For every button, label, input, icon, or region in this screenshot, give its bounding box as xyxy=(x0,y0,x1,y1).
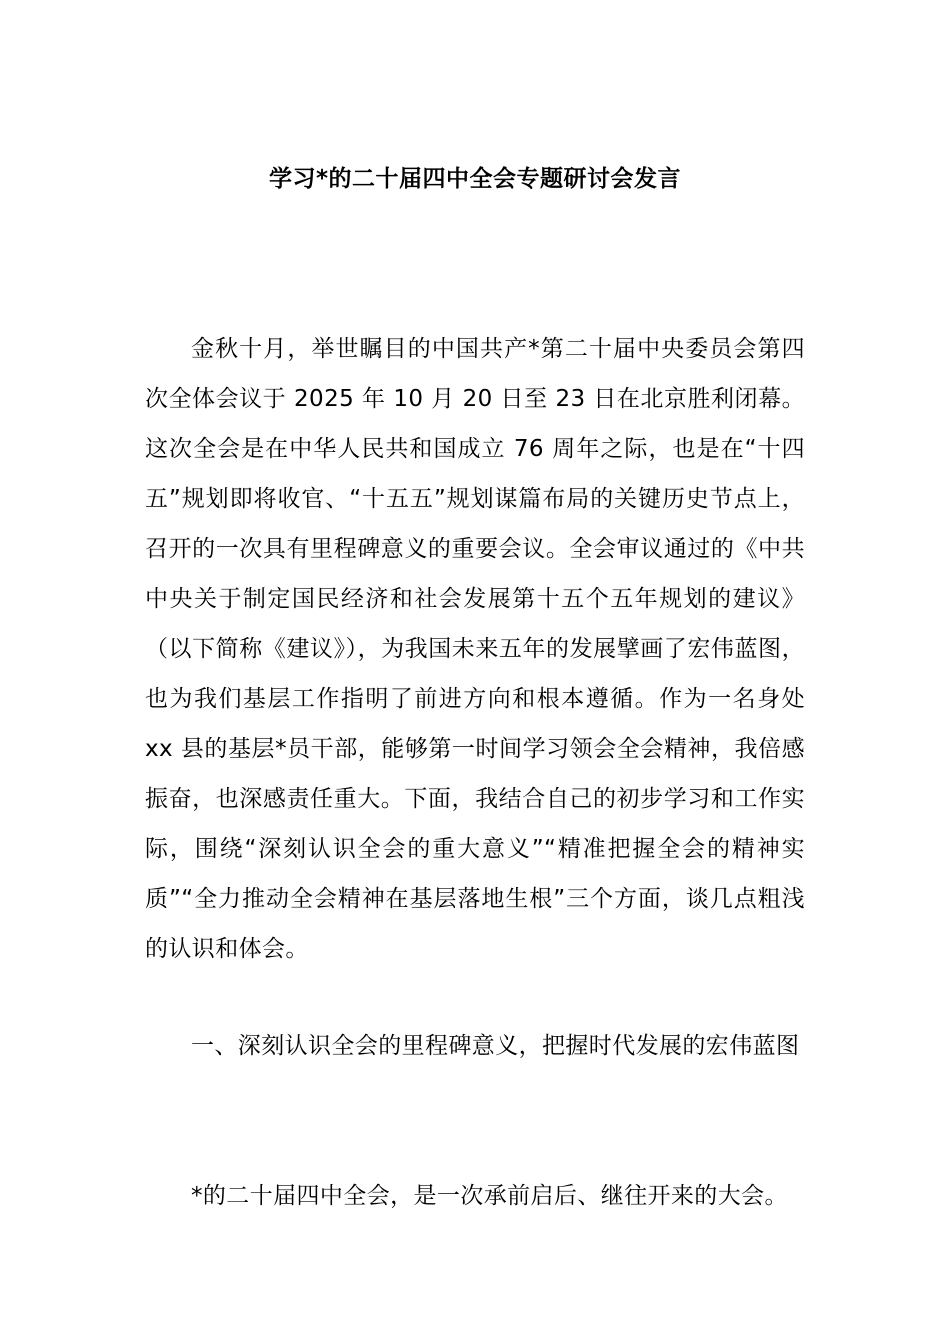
paragraph-intro: 金秋十月，举世瞩目的中国共产*第二十届中央委员会第四次全体会议于 2025 年 10 月 20 日至 23 日在北京胜利闭幕。这次全会是在中华人民共和国成立 76 周年之际，也是在“十四五”规划即将收官、“十五五”规划谋篇布局的关键历史节点上，召开的一次具有里程碑意义的重要会议。全会审议通过的《中共中央关于制定国民经济和社会发展第十五个五年规划的建议》（以下简称《建议》），为我国未来五年的发展擘画了宏伟蓝图，也为我们基层工作指明了前进方向和根本遵循。作为一名身处 xx 县的基层*员干部，能够第一时间学习领会全会精神，我倍感振奋，也深感责任重大。下面，我结合自己的初步学习和工作实际，围绕“深刻认识全会的重大意义”“精准把握全会的精神实质”“全力推动全会精神在基层落地生根”三个方面，谈几点粗浅的认识和体会。 xyxy=(145,336,805,962)
paragraph-section-1: *的二十届四中全会，是一次承前启后、继往开来的大会。 xyxy=(191,1183,788,1209)
document-title: 学习*的二十届四中全会专题研讨会发言 xyxy=(268,166,682,192)
section-heading-1: 一、深刻认识全会的里程碑意义，把握时代发展的宏伟蓝图 xyxy=(191,1033,800,1059)
